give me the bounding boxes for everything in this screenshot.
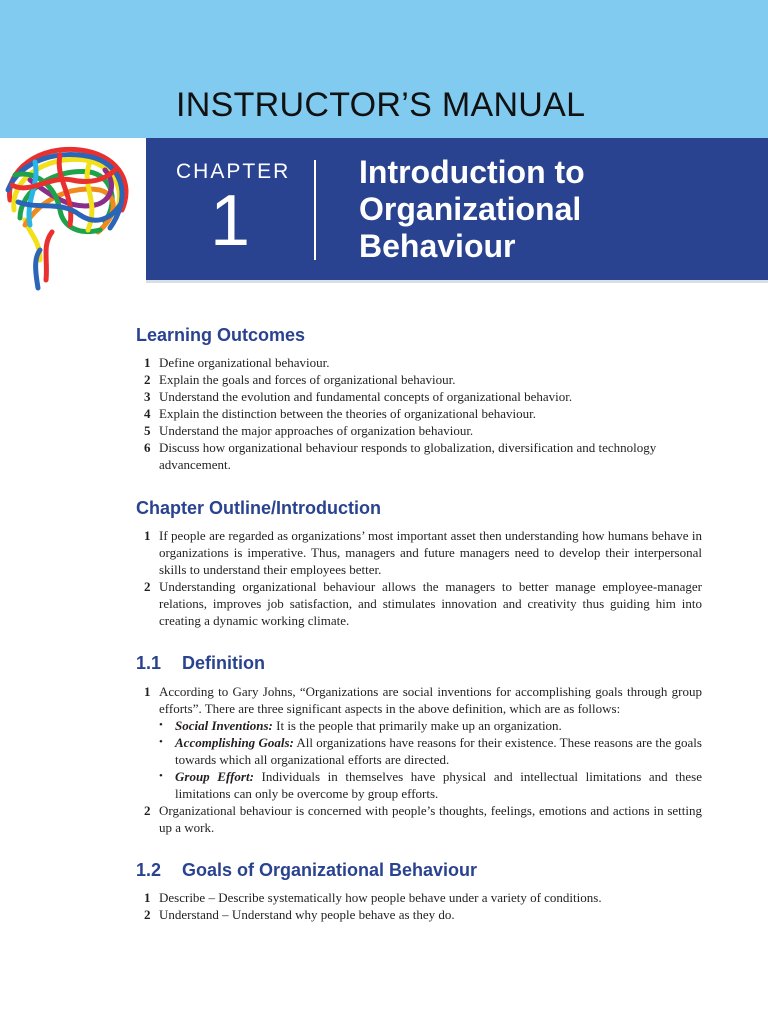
bullet-term: Group Effort: bbox=[175, 769, 254, 784]
list-item bbox=[136, 439, 702, 473]
chapter-title-line: Organizational bbox=[359, 191, 582, 227]
item-text: Organizational behaviour is concerned with people’s thoughts, feelings, emotions and actions in setting up a work. bbox=[159, 803, 702, 835]
bullet-text: All organizations have reasons for their existence. These reasons are the goals towards which all organizational efforts are directed. bbox=[175, 735, 702, 767]
chapter-label: CHAPTER bbox=[176, 160, 291, 183]
goals-heading bbox=[136, 860, 477, 881]
chapter-title-line: Introduction to bbox=[359, 154, 585, 190]
list-item bbox=[136, 906, 702, 923]
bullet-icon: • bbox=[159, 736, 163, 748]
chapter-title-line: Behaviour bbox=[359, 228, 516, 264]
list-item bbox=[136, 578, 702, 629]
list-item bbox=[136, 388, 702, 405]
item-number: 2 bbox=[144, 803, 151, 818]
item-number: 2 bbox=[144, 579, 151, 594]
section-number: 1.2 bbox=[136, 860, 162, 880]
chapter-outline-heading: Chapter Outline/Introduction bbox=[136, 498, 381, 518]
list-item bbox=[136, 405, 702, 422]
item-text: Understand the major approaches of organization behaviour. bbox=[159, 423, 474, 438]
item-number: 6 bbox=[144, 440, 151, 455]
item-text: Explain the distinction between the theories of organizational behaviour. bbox=[159, 406, 537, 421]
list-item bbox=[136, 354, 702, 371]
bullet-text: Individuals in themselves have physical and intellectual limitations and these limitations can only be overcome by group efforts. bbox=[175, 769, 702, 801]
chapter-number: 1 bbox=[210, 181, 251, 261]
chapter-banner-shadow bbox=[146, 280, 768, 283]
bullet-text: It is the people that primarily make up an organization. bbox=[272, 718, 562, 733]
brain-illustration bbox=[0, 140, 146, 292]
item-number: 2 bbox=[144, 372, 151, 387]
definition-bullets bbox=[159, 717, 702, 802]
manual-title: INSTRUCTOR’S MANUAL bbox=[176, 86, 586, 124]
bullet-term: Social Inventions: bbox=[175, 718, 273, 733]
bullet-term: Accomplishing Goals: bbox=[175, 735, 294, 750]
chapter-divider bbox=[314, 160, 316, 260]
list-item bbox=[136, 371, 702, 388]
item-text: Describe – Describe systematically how people behave under a variety of conditions. bbox=[159, 890, 602, 905]
item-text: Understanding organizational behaviour allows the managers to better manage employee-manager relations, improves job satisfaction, and stimulates innovation and creativity thus guiding him into creating a dynamic working climate. bbox=[159, 579, 702, 628]
bullet-icon: • bbox=[159, 719, 163, 731]
chapter-title bbox=[359, 154, 585, 265]
item-text: Understand the evolution and fundamental concepts of organizational behavior. bbox=[159, 389, 573, 404]
definition-heading bbox=[136, 653, 265, 674]
chapter-outline-list bbox=[136, 527, 702, 629]
section-title: Definition bbox=[182, 653, 265, 673]
item-text: Understand – Understand why people behave as they do. bbox=[159, 907, 455, 922]
learning-outcomes-heading: Learning Outcomes bbox=[136, 325, 306, 345]
item-text: Define organizational behaviour. bbox=[159, 355, 330, 370]
learning-outcomes-list bbox=[136, 354, 702, 473]
bullet-item bbox=[159, 734, 702, 768]
bullet-icon: • bbox=[159, 770, 163, 782]
item-text: If people are regarded as organizations’ most important asset then understanding how humans behave in organizations is imperative. Thus, managers and future managers need to develop their interpersonal skills to understand their employees better. bbox=[159, 528, 702, 577]
list-item bbox=[136, 889, 702, 906]
item-number: 4 bbox=[144, 406, 151, 421]
goals-list bbox=[136, 889, 702, 923]
item-number: 1 bbox=[144, 684, 151, 699]
list-item bbox=[136, 422, 702, 439]
list-item bbox=[136, 527, 702, 578]
item-number: 3 bbox=[144, 389, 151, 404]
definition-list bbox=[136, 683, 702, 836]
list-item bbox=[136, 683, 702, 802]
item-text: According to Gary Johns, “Organizations are social inventions for accomplishing goals through group efforts”. There are three significant aspects in the above definition, which are as follows: bbox=[159, 684, 702, 716]
bullet-item bbox=[159, 717, 702, 734]
item-number: 5 bbox=[144, 423, 151, 438]
bullet-item bbox=[159, 768, 702, 802]
item-text: Explain the goals and forces of organizational behaviour. bbox=[159, 372, 456, 387]
item-number: 1 bbox=[144, 528, 151, 543]
section-title: Goals of Organizational Behaviour bbox=[182, 860, 478, 880]
item-number: 2 bbox=[144, 907, 151, 922]
section-number: 1.1 bbox=[136, 653, 162, 673]
item-number: 1 bbox=[144, 355, 151, 370]
item-number: 1 bbox=[144, 890, 151, 905]
item-text: Discuss how organizational behaviour responds to globalization, diversification and technology advancement. bbox=[159, 440, 657, 472]
list-item bbox=[136, 802, 702, 836]
